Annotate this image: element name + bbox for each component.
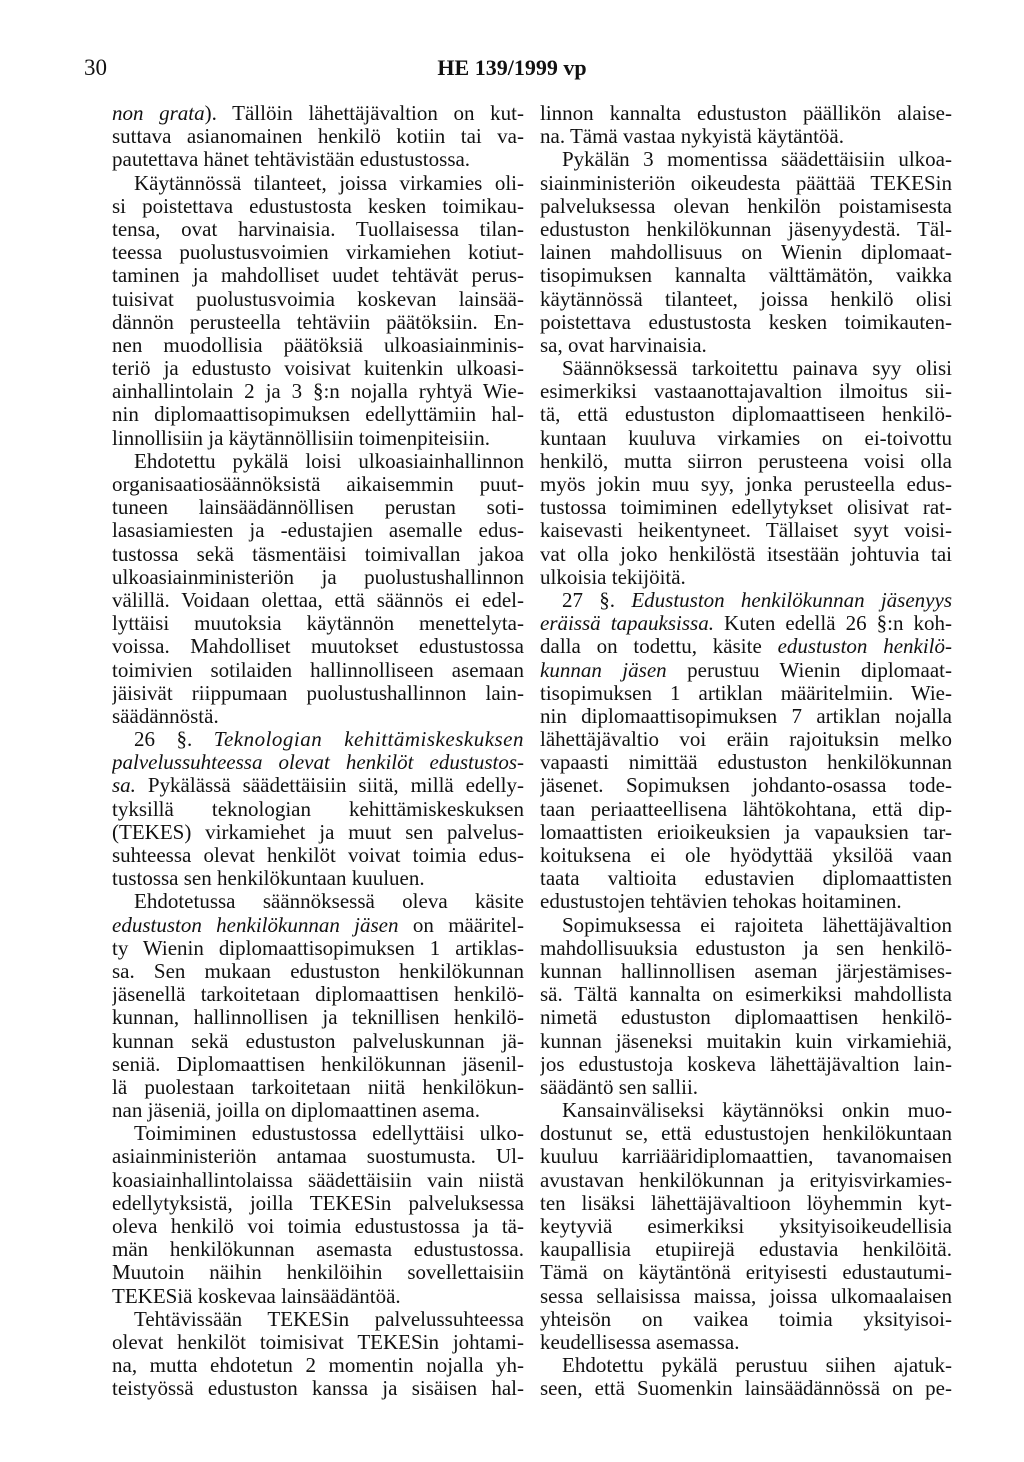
text-run: lyttäisi muutoksia käytännön menettelyta- bbox=[112, 612, 524, 636]
text-run: nin diplomaattisopimuksen edellyttämiin hal- bbox=[112, 403, 524, 427]
text-run: keytyviä esimerkiksi yksityisoikeudellisia bbox=[540, 1215, 952, 1238]
text-run: lä puolestaan tarkoitetaan niitä henkilökun- bbox=[112, 1075, 524, 1099]
text-run: dalla on todettu, käsite bbox=[540, 635, 778, 659]
text-run: taminen ja mahdolliset uudet tehtävät perus- bbox=[112, 264, 524, 288]
text-line bbox=[112, 844, 524, 867]
text-line bbox=[112, 1030, 524, 1053]
text-line bbox=[540, 1377, 952, 1400]
text-run: oleva henkilö voi toimia edustustossa ja tä- bbox=[112, 1215, 524, 1238]
text-run: Sopimuksessa ei rajoiteta lähettäjävaltion bbox=[562, 913, 952, 937]
text-run: jos edustustoja koskeva lähettäjävaltion lain- bbox=[540, 1052, 952, 1076]
text-run: koituksena ei ole hyödyttää yksilöä vaan bbox=[540, 844, 952, 867]
text-line bbox=[112, 241, 524, 264]
text-line bbox=[540, 1238, 952, 1261]
text-line bbox=[112, 1377, 524, 1400]
text-line bbox=[540, 288, 952, 311]
text-line bbox=[112, 635, 524, 658]
text-run: Ehdotetussa säännöksessä oleva käsite bbox=[134, 890, 524, 914]
text-run: poistettava edustustosta kesken toimikauten- bbox=[540, 310, 952, 334]
text-run: asiainministeriön antamaa suostumusta. Ul- bbox=[112, 1145, 524, 1169]
text-run: voissa. Mahdolliset muutokset edustustossa bbox=[112, 635, 524, 659]
text-run: (TEKES) virkamiehet ja muut sen palvelus- bbox=[112, 820, 524, 844]
text-run: Säännöksessä tarkoitettu painava syy olisi bbox=[562, 357, 952, 381]
text-line bbox=[540, 705, 952, 728]
text-line bbox=[112, 357, 524, 380]
text-line bbox=[112, 380, 524, 403]
text-line bbox=[112, 1169, 524, 1192]
text-line bbox=[112, 288, 524, 311]
text-line bbox=[540, 1030, 952, 1053]
text-line bbox=[540, 357, 952, 380]
text-run: 26 §. bbox=[134, 728, 214, 752]
text-run: linnollisiin ja käytännöllisiin toimenpiteisiin. bbox=[112, 426, 490, 450]
text-run: nen muodollisia päätöksiä ulkoasiainminis- bbox=[112, 333, 524, 357]
text-run: edellytyksistä, joilla TEKESin palveluksessa bbox=[112, 1191, 524, 1215]
text-line bbox=[540, 774, 952, 797]
italic-run: eräissä tapauksissa. bbox=[540, 612, 714, 636]
text-run: edustuston henkilökunnan jäsenyydestä. Täl- bbox=[540, 217, 952, 241]
text-line bbox=[540, 334, 952, 357]
text-line bbox=[112, 1308, 524, 1331]
text-line bbox=[112, 821, 524, 844]
text-run: organisaatiosäännöksistä aikaisemmin puut- bbox=[112, 473, 524, 496]
text-line bbox=[112, 937, 524, 960]
text-run: kuntaan kuuluva virkamies on ei-toivottu bbox=[540, 426, 952, 450]
text-line bbox=[540, 751, 952, 774]
text-line bbox=[540, 728, 952, 751]
text-line bbox=[540, 241, 952, 264]
text-line bbox=[112, 473, 524, 496]
text-line bbox=[540, 427, 952, 450]
text-run: vapaasti nimittää edustuston henkilökunnan bbox=[540, 751, 952, 775]
text-run: säädännöstä. bbox=[112, 704, 219, 728]
text-run: siainministeriön oikeudesta päättää TEKESin bbox=[540, 171, 952, 195]
text-run: koasiainhallintolaissa säädettäisiin vain niistä bbox=[112, 1168, 524, 1192]
text-run: vat olla joko henkilöstä itsestään johtuvia tai bbox=[540, 542, 952, 566]
text-line bbox=[540, 1053, 952, 1076]
italic-run: edustuston henkilökunnan jäsen bbox=[112, 913, 399, 937]
text-line bbox=[112, 1238, 524, 1261]
text-run: kunnan sekä edustuston palveluskunnan jä- bbox=[112, 1029, 524, 1053]
text-line bbox=[540, 1099, 952, 1122]
text-run: teistyössä edustuston kanssa ja sisäisen hal- bbox=[112, 1377, 524, 1401]
text-line bbox=[112, 1285, 524, 1308]
text-run: sa. Sen mukaan edustuston henkilökunnan bbox=[112, 959, 524, 983]
text-line bbox=[112, 450, 524, 473]
text-line bbox=[112, 1053, 524, 1076]
text-line bbox=[112, 427, 524, 450]
text-run: kunnan hallinnollisen aseman järjestämises- bbox=[540, 959, 952, 983]
text-line bbox=[540, 659, 952, 682]
text-run: lähettäjävaltio voi eräin rajoituksin melko bbox=[540, 728, 952, 752]
text-line bbox=[112, 311, 524, 334]
text-line bbox=[540, 450, 952, 473]
text-line bbox=[540, 148, 952, 171]
text-line bbox=[540, 496, 952, 519]
text-line bbox=[540, 566, 952, 589]
text-run: Toimiminen edustustossa edellyttäisi ulko- bbox=[134, 1122, 524, 1146]
text-line bbox=[112, 659, 524, 682]
text-line bbox=[112, 1076, 524, 1099]
text-line bbox=[540, 844, 952, 867]
text-line bbox=[540, 1354, 952, 1377]
text-line bbox=[540, 983, 952, 1006]
text-line bbox=[540, 960, 952, 983]
text-run: dännön perusteella tehtäviin päätöksiin. En- bbox=[112, 310, 524, 334]
text-run: män henkilökunnan asemasta edustustossa. bbox=[112, 1238, 524, 1262]
text-line bbox=[540, 914, 952, 937]
text-run: tuneen lainsäädännöllisen perustan soti- bbox=[112, 496, 524, 520]
text-line bbox=[540, 311, 952, 334]
text-line bbox=[540, 635, 952, 658]
text-line bbox=[540, 264, 952, 287]
text-line bbox=[112, 102, 524, 125]
text-line bbox=[112, 1145, 524, 1168]
text-run: kaupallisia etupiirejä edustavia henkilöitä. bbox=[540, 1238, 952, 1262]
italic-run: Teknologian kehittämiskeskuksen bbox=[213, 728, 524, 752]
text-line bbox=[540, 1285, 952, 1308]
text-run: tustossa sekä täsmentäisi toimivallan jakoa bbox=[112, 542, 524, 566]
text-run: linnon kannalta edustuston päällikön alaise- bbox=[540, 102, 952, 125]
text-line bbox=[112, 1331, 524, 1354]
text-run: tensa, ovat harvinaisia. Tuollaisessa tilan- bbox=[112, 217, 524, 241]
text-run: mahdollisuuksia edustuston ja sen henkilö- bbox=[540, 936, 952, 960]
text-run: nin diplomaattisopimuksen 7 artiklan nojalla bbox=[540, 704, 952, 728]
italic-run: non grata bbox=[112, 102, 205, 125]
text-line bbox=[540, 1076, 952, 1099]
text-run: tustossa toimiminen edellytykset olisivat rat- bbox=[540, 496, 952, 520]
text-run: perustuu Wienin diplomaat- bbox=[666, 658, 952, 682]
text-run: seen, että Suomenkin lainsäädännössä on pe- bbox=[540, 1377, 952, 1401]
text-line bbox=[540, 403, 952, 426]
text-line bbox=[540, 380, 952, 403]
text-line bbox=[112, 496, 524, 519]
text-line bbox=[112, 125, 524, 148]
text-line bbox=[540, 195, 952, 218]
text-run: taata valtioita edustavien diplomaattisten bbox=[540, 867, 952, 891]
text-line bbox=[540, 589, 952, 612]
text-run: esimerkiksi vastaanottajavaltion ilmoitus sii- bbox=[540, 380, 952, 404]
text-run: kunnan, hallinnollisen ja teknillisen henkilö- bbox=[112, 1006, 524, 1030]
text-line bbox=[112, 334, 524, 357]
text-line bbox=[540, 1308, 952, 1331]
text-line bbox=[112, 1261, 524, 1284]
text-run: lomaattisten erioikeuksien ja vapauksien tar- bbox=[540, 820, 952, 844]
text-run: dostunut se, että edustustojen henkilökuntaan bbox=[540, 1122, 952, 1146]
text-run: Pykälän 3 momentissa säädettäisiin ulkoa- bbox=[562, 148, 952, 172]
text-run: ulkoasiainministeriön ja puolustushallinnon bbox=[112, 565, 524, 589]
text-run: sa, ovat harvinaisia. bbox=[540, 333, 707, 357]
text-line bbox=[112, 682, 524, 705]
text-line bbox=[112, 519, 524, 542]
text-run: teessa puolustusvoimien virkamiehen kotiut- bbox=[112, 241, 524, 265]
left-column bbox=[112, 102, 524, 1401]
text-line bbox=[540, 102, 952, 125]
text-run: tisopimuksen 1 artiklan määritelmiin. Wie- bbox=[540, 681, 952, 705]
page-number: 30 bbox=[84, 55, 107, 80]
text-run: jäsenet. Sopimuksen johdanto-osassa tode- bbox=[540, 774, 952, 798]
text-line bbox=[540, 1006, 952, 1029]
text-line bbox=[112, 172, 524, 195]
text-run: teriö ja edustusto voisivat kuitenkin ulkoasi- bbox=[112, 357, 524, 381]
text-run: on määritel- bbox=[398, 913, 524, 937]
text-run: jäsenellä tarkoitetaan diplomaattisen henkilö- bbox=[112, 983, 524, 1007]
text-run: lainen mahdollisuus on Wienin diplomaat- bbox=[540, 241, 952, 265]
text-run: nan jäseniä, joilla on diplomaattinen asema. bbox=[112, 1099, 480, 1123]
text-run: 27 §. bbox=[562, 588, 632, 612]
text-run: olevat henkilöt toimisivat TEKESin johtami- bbox=[112, 1330, 524, 1354]
text-run: henkilö, mutta siirron perusteena voisi olla bbox=[540, 449, 952, 473]
text-line bbox=[540, 1261, 952, 1284]
text-line bbox=[112, 1099, 524, 1122]
text-line bbox=[112, 1354, 524, 1377]
text-line bbox=[112, 1122, 524, 1145]
italic-run: palvelussuhteessa olevat henkilöt edustustos- bbox=[112, 751, 524, 775]
text-run: ten lisäksi lähettäjävaltioon löyhemmin kyt- bbox=[540, 1191, 952, 1215]
text-run: Ehdotettu pykälä loisi ulkoasiainhallinnon bbox=[134, 449, 524, 473]
text-run: Muutoin näihin henkilöihin sovellettaisiin bbox=[112, 1261, 524, 1285]
text-line bbox=[540, 218, 952, 241]
text-run: na, mutta ehdotetun 2 momentin nojalla yh- bbox=[112, 1354, 524, 1378]
text-line bbox=[112, 914, 524, 937]
text-line bbox=[112, 890, 524, 913]
text-run: nimetä edustuston diplomaattisen henkilö- bbox=[540, 1006, 952, 1030]
text-run: suhteessa olevat henkilöt voivat toimia edus- bbox=[112, 844, 524, 867]
italic-run: Edustuston henkilökunnan jäsenyys bbox=[631, 588, 952, 612]
text-line bbox=[112, 960, 524, 983]
text-line bbox=[540, 125, 952, 148]
text-line bbox=[540, 867, 952, 890]
text-line bbox=[540, 1169, 952, 1192]
text-run: sä. Tältä kannalta on esimerkiksi mahdollista bbox=[540, 983, 952, 1007]
text-line bbox=[112, 751, 524, 774]
text-line bbox=[540, 1331, 952, 1354]
text-run: pautettava hänet tehtävistään edustustossa. bbox=[112, 148, 471, 172]
text-run: tyksillä teknologian kehittämiskeskuksen bbox=[112, 797, 524, 821]
text-run: ). Tällöin lähettäjävaltion on kut- bbox=[204, 102, 524, 125]
text-line bbox=[112, 566, 524, 589]
text-run: Ehdotettu pykälä perustuu siihen ajatuk- bbox=[562, 1354, 952, 1378]
running-head: HE 139/1999 vp bbox=[437, 55, 587, 80]
text-run: na. Tämä vastaa nykyistä käytäntöä. bbox=[540, 125, 845, 149]
text-run: jäisivät riippumaan puolustushallinnon lain- bbox=[112, 681, 524, 705]
text-line bbox=[112, 705, 524, 728]
text-line bbox=[540, 821, 952, 844]
text-line bbox=[540, 1215, 952, 1238]
text-run: ainhallintolain 2 ja 3 §:n nojalla ryhtyä Wie- bbox=[112, 380, 524, 404]
text-line bbox=[112, 612, 524, 635]
text-run: tustossa sen henkilökuntaan kuuluen. bbox=[112, 867, 425, 891]
text-run: lasasiamiesten ja -edustajien asemalle edus- bbox=[112, 519, 524, 543]
text-line bbox=[540, 682, 952, 705]
text-run: tä, että edustuston diplomaattiseen henkilö- bbox=[540, 403, 952, 427]
text-run: si poistettava edustustosta kesken toimikau- bbox=[112, 194, 524, 218]
text-run: Käytännössä tilanteet, joissa virkamies oli- bbox=[134, 171, 524, 195]
text-line bbox=[112, 589, 524, 612]
text-line bbox=[112, 148, 524, 171]
text-line bbox=[540, 890, 952, 913]
text-run: myös jokin muu syy, jonka perusteella edus- bbox=[540, 473, 952, 496]
text-run: ulkoisia tekijöitä. bbox=[540, 565, 686, 589]
text-run: palveluksessa olevan henkilön poistamisesta bbox=[540, 194, 952, 218]
text-run: suttava asianomainen henkilö kotiin tai va- bbox=[112, 125, 524, 149]
text-run: Kuten edellä 26 §:n koh- bbox=[713, 612, 952, 636]
text-line bbox=[540, 519, 952, 542]
text-line bbox=[112, 774, 524, 797]
text-line bbox=[540, 1122, 952, 1145]
text-run: avustavan henkilökunnan ja erityisvirkamies- bbox=[540, 1168, 952, 1192]
text-line bbox=[112, 543, 524, 566]
text-run: kuuluu karriääridiplomaattien, tavanomaisen bbox=[540, 1145, 952, 1169]
text-line bbox=[112, 403, 524, 426]
text-run: kaisevasti heikentyneet. Tällaiset syyt voisi- bbox=[540, 519, 952, 543]
text-line bbox=[112, 798, 524, 821]
text-run: tisopimuksen kannalta välttämätön, vaikka bbox=[540, 264, 952, 288]
text-line bbox=[112, 264, 524, 287]
text-run: sessa sellaisissa maissa, joissa ulkomaalaisen bbox=[540, 1284, 952, 1308]
text-run: Kansainväliseksi käytännöksi onkin muo- bbox=[562, 1099, 952, 1123]
text-run: seniä. Diplomaattisen henkilökunnan jäsenil- bbox=[112, 1052, 524, 1076]
text-run: edustustojen tehtävien tehokas hoitaminen. bbox=[540, 890, 902, 914]
text-run: taan periaatteellisena lähtökohtana, että dip- bbox=[540, 797, 952, 821]
text-line bbox=[540, 798, 952, 821]
italic-run: edustuston henkilö- bbox=[777, 635, 952, 659]
italic-run: kunnan jäsen bbox=[540, 658, 667, 682]
text-line bbox=[540, 1192, 952, 1215]
text-line bbox=[112, 1215, 524, 1238]
text-line bbox=[540, 612, 952, 635]
text-run: yhteisön on vaikea toimia yksityisoi- bbox=[540, 1307, 952, 1331]
text-run: säädäntö sen sallii. bbox=[540, 1075, 699, 1099]
text-run: käytännössä tilanteet, joissa henkilö olisi bbox=[540, 287, 952, 311]
text-run: tuisivat puolustusvoimia koskevan lainsää- bbox=[112, 287, 524, 311]
text-line bbox=[112, 983, 524, 1006]
text-run: ty Wienin diplomaattisopimuksen 1 artiklas- bbox=[112, 936, 524, 960]
text-line bbox=[540, 543, 952, 566]
text-line bbox=[112, 218, 524, 241]
text-run: keudellisessa asemassa. bbox=[540, 1330, 740, 1354]
text-run: kunnan jäseneksi muitakin kuin virkamiehiä, bbox=[540, 1029, 952, 1053]
text-line bbox=[540, 1145, 952, 1168]
text-line bbox=[112, 1006, 524, 1029]
text-line bbox=[540, 172, 952, 195]
text-run: välillä. Voidaan olettaa, että säännös ei edel- bbox=[112, 588, 524, 612]
italic-run: sa. bbox=[112, 774, 136, 798]
right-column bbox=[540, 102, 952, 1401]
text-run: TEKESiä koskevaa lainsäädäntöä. bbox=[112, 1284, 401, 1308]
text-line bbox=[112, 728, 524, 751]
text-line bbox=[540, 937, 952, 960]
text-run: Tämä on käytäntönä erityisesti edustautumi- bbox=[540, 1261, 952, 1285]
text-line bbox=[112, 867, 524, 890]
text-line bbox=[112, 195, 524, 218]
text-line bbox=[112, 1192, 524, 1215]
text-run: toimivien sotilaiden hallinnolliseen asemaan bbox=[112, 658, 524, 682]
text-run: Tehtävissään TEKESin palvelussuhteessa bbox=[134, 1307, 524, 1331]
text-run: Pykälässä säädettäisiin siitä, millä edelly- bbox=[135, 774, 524, 798]
text-line bbox=[540, 473, 952, 496]
